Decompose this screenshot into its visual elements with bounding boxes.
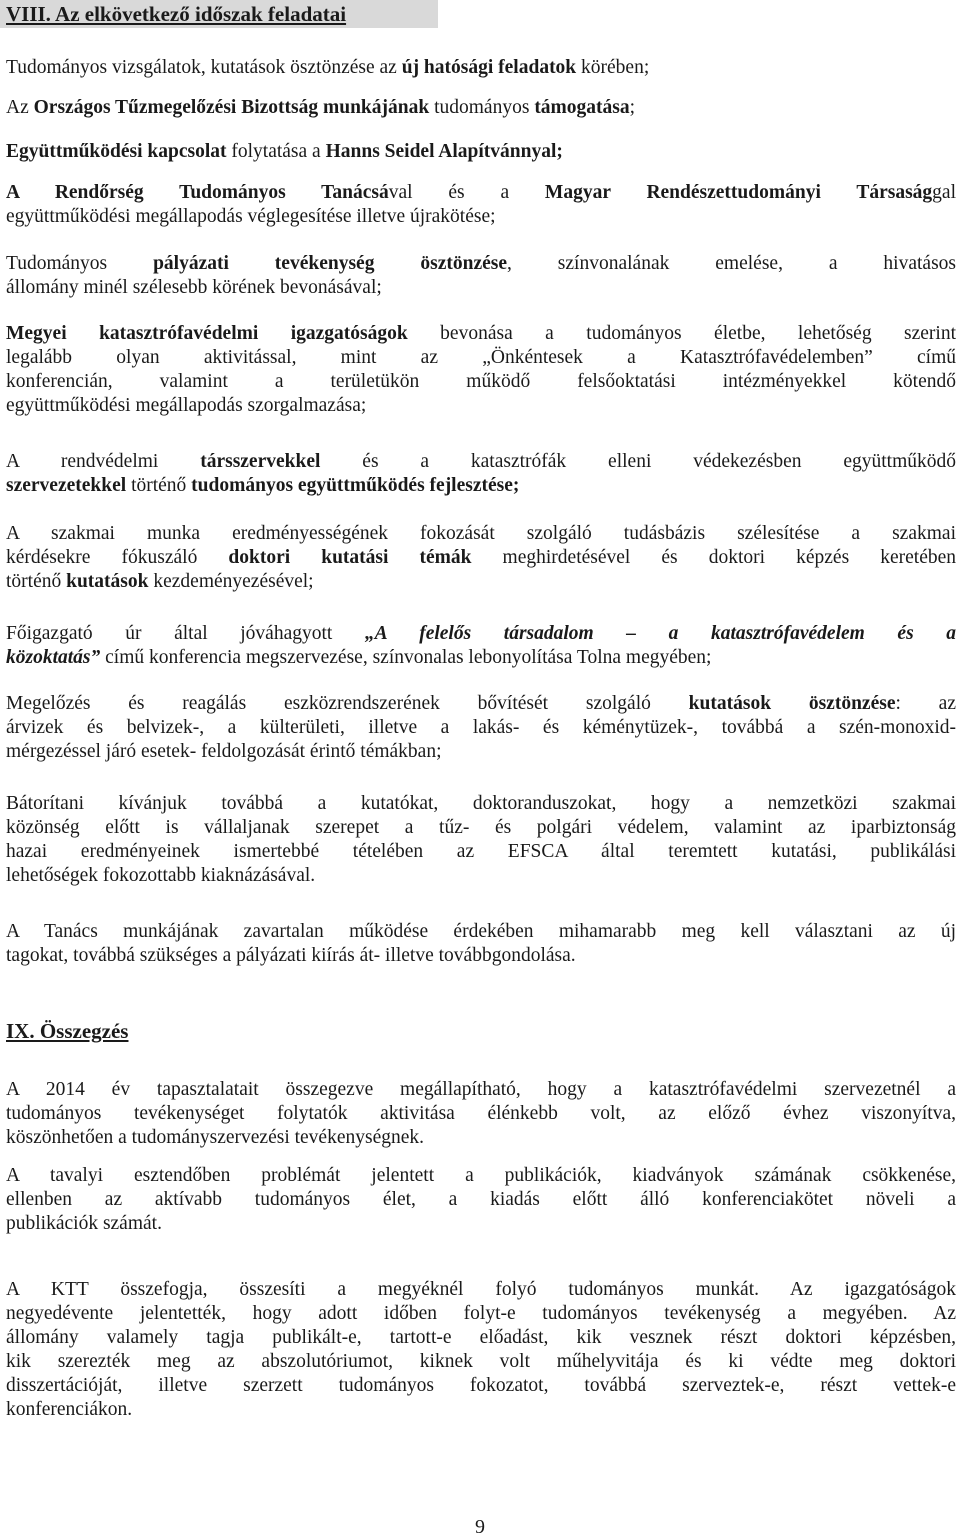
task-item-conference-tolna	[6, 622, 956, 670]
paragraph-line: Megelőzés és reagálás eszközrendszerének bővítését szolgáló kutatások ösztönzése: az	[6, 693, 956, 714]
paragraph-line: Együttműködési kapcsolat folytatása a Hanns Seidel Alapítvánnyal;	[6, 141, 563, 162]
paragraph-line: szervezetekkel történő tudományos együttműködés fejlesztése;	[6, 475, 520, 496]
paragraph-line: legalább olyan aktivitással, mint az „Önkéntesek a Katasztrófavédelemben” című	[6, 347, 956, 368]
paragraph-line: A szakmai munka eredményességének fokozását szolgáló tudásbázis szélesítése a szakmai	[6, 523, 956, 544]
task-item-hanns-seidel	[6, 140, 956, 164]
paragraph-line: tagokat, továbbá szükséges a pályázati kiírás át- illetve továbbgondolása.	[6, 945, 576, 966]
summary-paragraph-2	[6, 1164, 956, 1236]
paragraph-line: Főigazgató úr által jóváhagyott „A felelős társadalom – a katasztrófavédelem és a	[6, 623, 957, 644]
paragraph-line: A rendvédelmi társszervekkel és a katasztrófák elleni védekezésben együttműködő	[6, 451, 957, 472]
page-number: 9	[475, 1516, 485, 1538]
section-9-heading: IX. Összegzés	[6, 1019, 129, 1043]
paragraph-line: tudományos tevékenységet folytatók aktivitása élénkebb volt, az előző évhez viszonyítva,	[6, 1103, 956, 1124]
paragraph-line: mérgezéssel járó esetek- feldolgozását érintő témákban;	[6, 741, 442, 762]
paragraph-line: történő kutatások kezdeményezésével;	[6, 571, 314, 592]
paragraph-line: kik szerezték meg az abszolutóriumot, kiknek volt műhelyvitája és ki védte meg doktori	[6, 1351, 956, 1372]
summary-paragraph-1	[6, 1078, 956, 1150]
task-item-international-community	[6, 792, 956, 888]
paragraph-line: árvizek és belvizek-, a külterületi, illetve a lakás- és kéménytüzek-, továbbá a szén-monoxid-	[6, 717, 956, 738]
paragraph-line: Tudományos vizsgálatok, kutatások ösztönzése az új hatósági feladatok körében;	[6, 57, 650, 78]
paragraph-line: Megyei katasztrófavédelmi igazgatóságok bevonása a tudományos életbe, lehetőség szerint	[6, 323, 956, 344]
paragraph-line: A Rendőrség Tudományos Tanácsával és a Magyar Rendészettudományi Társasággal	[6, 182, 956, 203]
task-item-doctoral-research	[6, 522, 956, 594]
paragraph-line: konferenciákon.	[6, 1399, 133, 1420]
paragraph-line: kérdésekre fókuszáló doktori kutatási témák meghirdetésével és doktori képzés keretében	[6, 547, 957, 568]
task-item-tender-activity	[6, 252, 956, 300]
task-item-council-members	[6, 920, 956, 968]
paragraph-line: állomány valamely tagja publikált-e, tartott-e előadást, kik vesznek részt doktori képzésben,	[6, 1327, 956, 1348]
paragraph-line: Tudományos pályázati tevékenység ösztönzése, színvonalának emelése, a hivatásos	[6, 253, 957, 274]
section-8-heading: VIII. Az elkövetkező időszak feladatai	[6, 2, 347, 26]
paragraph-line: állomány minél szélesebb körének bevonásával;	[6, 277, 382, 298]
paragraph-line: közönség előtt is vállaljanak szerepet a tűz- és polgári védelem, valamint az iparbiztonság	[6, 817, 956, 838]
summary-paragraph-3	[6, 1278, 956, 1422]
task-item-new-authority	[6, 56, 956, 80]
task-item-prevention-research	[6, 692, 956, 764]
paragraph-line: együttműködési megállapodás véglegesítése illetve újrakötése;	[6, 206, 496, 227]
task-item-partner-organizations	[6, 450, 956, 498]
paragraph-line: ellenben az aktívabb tudományos élet, a kiadás előtt álló konferenciakötet növeli a	[6, 1189, 956, 1210]
task-item-county-directorates	[6, 322, 956, 418]
paragraph-line: negyedévente jelentették, hogy adott időben folyt-e tudományos tevékenység a megyében. Az	[6, 1303, 956, 1324]
task-item-fire-prevention-committee	[6, 96, 956, 120]
paragraph-line: közoktatás” című konferencia megszervezése, színvonalas lebonyolítása Tolna megyében;	[6, 647, 712, 668]
paragraph-line: köszönhetően a tudományszervezési tevékenységnek.	[6, 1127, 425, 1148]
paragraph-line: Az Országos Tűzmegelőzési Bizottság munkájának tudományos támogatása;	[6, 97, 636, 118]
task-item-police-cooperation	[6, 181, 956, 229]
paragraph-line: publikációk számát.	[6, 1213, 162, 1234]
paragraph-line: A tavalyi esztendőben problémát jelentett a publikációk, kiadványok számának csökkenése,	[6, 1165, 956, 1186]
paragraph-line: A Tanács munkájának zavartalan működése érdekében mihamarabb meg kell választani az új	[6, 921, 956, 942]
paragraph-line: A KTT összefogja, összesíti a megyéknél folyó tudományos munkát. Az igazgatóságok	[6, 1279, 956, 1300]
paragraph-line: konferencián, valamint a területükön működő felsőoktatási intézményekkel kötendő	[6, 371, 956, 392]
paragraph-line: hazai eredményeinek ismertebbé tételében az EFSCA által teremtett kutatási, publikálási	[6, 841, 956, 862]
paragraph-line: A 2014 év tapasztalatait összegezve megállapítható, hogy a katasztrófavédelmi szervezetnél a	[6, 1079, 956, 1100]
paragraph-line: lehetőségek fokozottabb kiaknázásával.	[6, 865, 316, 886]
paragraph-line: Bátorítani kívánjuk továbbá a kutatókat, doktoranduszokat, hogy a nemzetközi szakmai	[6, 793, 956, 814]
paragraph-line: együttműködési megállapodás szorgalmazása;	[6, 395, 367, 416]
paragraph-line: disszertációját, illetve szerzett tudományos fokozatot, továbbá szerveztek-e, részt vettek-e	[6, 1375, 956, 1396]
